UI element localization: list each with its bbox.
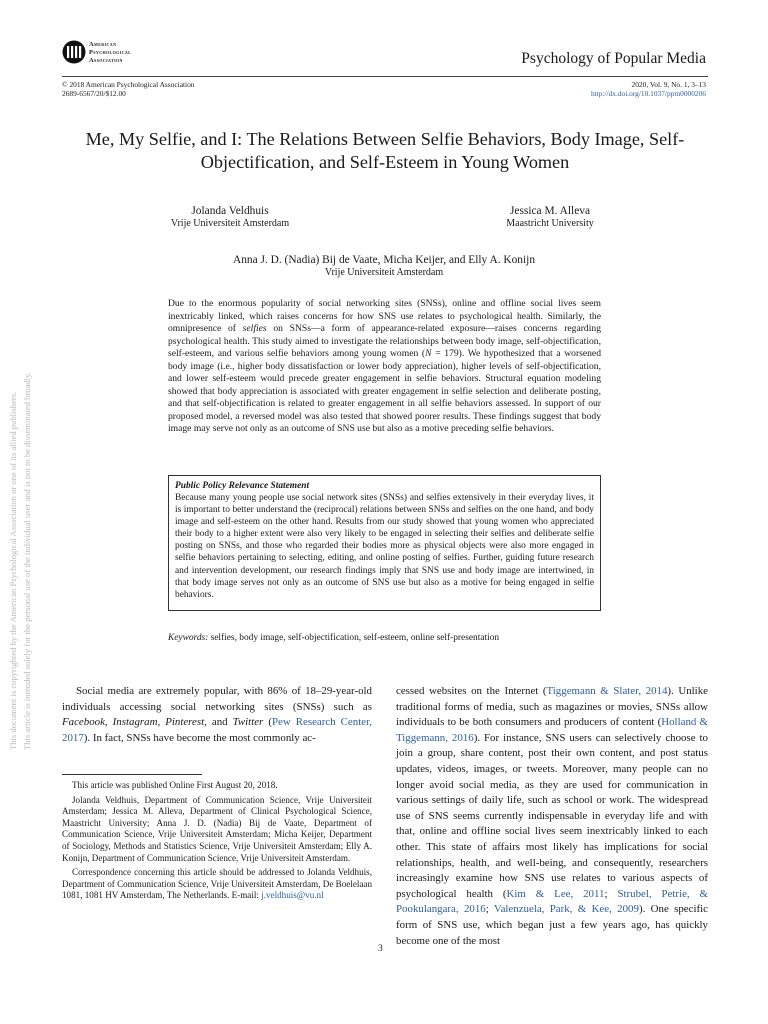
body-text: ; xyxy=(604,887,618,900)
article-title: Me, My Selfie, and I: The Relations Between Selfie Behaviors, Body Image, Self-Objectification, and Self-Esteem in Young Women xyxy=(85,129,685,172)
author-affiliation: Vrije Universiteit Amsterdam xyxy=(170,218,290,229)
abstract-emphasis: selfies xyxy=(242,323,267,334)
doi-link[interactable]: http://dx.doi.org/10.1037/ppm0000206 xyxy=(590,89,706,98)
apa-logo-text xyxy=(89,41,131,66)
body-text: cessed websites on the Internet ( xyxy=(396,685,547,697)
body-text: ( xyxy=(263,716,272,729)
body-right-column xyxy=(396,684,708,949)
author-block-3 xyxy=(150,254,618,279)
author-name: Jolanda Veldhuis xyxy=(191,205,269,217)
side-note-line-2: This article is intended solely for the personal use of the individual user and is not to be disseminated broadly. xyxy=(22,372,32,750)
author-names: Anna J. D. (Nadia) Bij de Vaate, Micha Keijer, and Elly A. Konijn xyxy=(232,254,536,266)
citation-link[interactable]: Pew Research Center, 2017 xyxy=(62,716,372,744)
author-block-2 xyxy=(470,205,630,230)
page-number: 3 xyxy=(378,943,383,954)
publication-info xyxy=(62,80,194,98)
citation-link[interactable]: Holland & Tiggemann, 2016 xyxy=(396,716,709,744)
abstract-text: = 179). We hypothesized that a worsened body image (i.e., higher body dissatisfaction or lower body appreciation), higher levels of self-objectification, and lower self-esteem would precede greater engagement in selfie behaviors. Structural equation modeling showed that body appreciation is associated with greater engagement in selfie selection and deliberate posting, and that self-objectification is related to greater engagement in all selfie behaviors assessed. In support of our proposed model, a reversed model was also tested that showed poorer results. These findings suggest that body image may serve not only as an outcome of SNS use but also as a motive preceding selfie behaviors. xyxy=(168,348,601,434)
body-text: and xyxy=(206,716,233,729)
footnote-rule xyxy=(62,774,202,775)
author-block-1 xyxy=(150,205,310,230)
body-text: ). Unlike traditional forms of media, such as magazines or movies, SNSs allow individuals to be both consumers and producers of content ( xyxy=(396,685,708,729)
abstract-text: Due to the enormous popularity of social networking sites (SNSs), online and offline social lives seem inextricably linked, which raises concerns for how SNS use relates to psychological health. Similarly, the omnipresence of xyxy=(168,298,601,334)
footnote-publication: This article was published Online First August 20, 2018. xyxy=(72,780,278,790)
public-policy-box xyxy=(168,475,601,611)
body-emphasis: Twitter xyxy=(232,716,264,729)
apa-emblem-icon xyxy=(62,40,86,64)
body-text: ). In fact, SNSs have become the most commonly ac- xyxy=(83,731,316,744)
footnotes xyxy=(62,780,372,905)
email-link[interactable]: j.veldhuis@vu.nl xyxy=(261,890,324,901)
citation-info xyxy=(591,80,706,98)
issn-line: 2689-6567/20/$12.00 xyxy=(62,89,126,98)
policy-heading: Public Policy Relevance Statement xyxy=(175,481,310,491)
citation-link[interactable]: Strubel, Petrie, & Pookulangara, 2016 xyxy=(396,887,709,916)
side-copyright-notice xyxy=(0,0,40,1024)
logo-line-2: Psychological xyxy=(89,49,132,57)
journal-name: Psychology of Popular Media xyxy=(521,50,706,67)
body-text: ; xyxy=(485,903,494,916)
citation-link[interactable]: Valenzuela, Park, & Kee, 2009 xyxy=(493,903,639,916)
footnote-correspondence xyxy=(62,867,372,902)
citation-link[interactable]: Kim & Lee, 2011 xyxy=(506,887,605,900)
abstract-text: on SNSs—a form of appearance-related exposure—raises concerns regarding psychological health. This study aimed to investigate the relationships between body image, self-objectification, self-esteem, and various selfie behaviors among young women ( xyxy=(168,323,601,359)
header-rule xyxy=(62,76,708,77)
keywords-text: selfies, body image, self-objectification, self-esteem, online self-presentation xyxy=(208,633,500,643)
sample-size-variable: N xyxy=(425,348,432,359)
citation-link[interactable]: Tiggemann & Slater, 2014 xyxy=(546,685,668,697)
body-text: ). For instance, SNS users can selectively choose to join a group, share content, post their own content, and post status updates, videos, images, or tweets. Moreover, many people can no longer avoid social media, as they are used for communication in various settings of daily life, such as school or work. The widespread use of SNS seems currently indispensable in everyday life and with that, online and offline social lives seem inextricably linked to each other. This state of affairs most likely has implications for social relationships, health, and well-being, and consequently, researchers increasingly examine how SNS use relates to various aspects of psychological health ( xyxy=(396,731,708,900)
copyright-line: © 2018 American Psychological Association xyxy=(62,80,195,89)
abstract xyxy=(168,298,601,436)
footnote-affiliations: Jolanda Veldhuis, Department of Communication Science, Vrije Universiteit Amsterdam; Jessica M. Alleva, Department of Clinical Psychological Science, Maastricht University; Anna J. D. (Nadia) Bij de Vaate, Department of Communication Science, Vrije Universiteit Amsterdam; Micha Keijer, Department of Sociology, Methods and Statistics Science, Vrije Universiteit Amsterdam; Elly A. Konijn, Department of Communication Science, Vrije Universiteit Amsterdam. xyxy=(62,794,372,863)
apa-logo xyxy=(62,40,152,70)
policy-body: Because many young people use social network sites (SNSs) and selfies extensively in their everyday lives, it is important to better understand the (reciprocal) relations between SNSs and selfies on the one hand, and body image and self-esteem on the other hand. Results from our study showed that young women who appreciated their body to a higher extent were also very likely to be engaged in selecting their selfies and deliberate selfie posting on SNSs, and those who regarded their bodies more as physical objects were also more engaged in selfie behaviors pertaining to selecting, editing, and online posting of selfies. Further, guiding future research and intervention development, our research findings imply that SNS use and body image are intertwined, in that body image serves not only as an outcome of SNS use but also as a motive for being engaged in selfie behaviors. xyxy=(175,493,594,600)
logo-line-3: Association xyxy=(89,57,123,65)
volume-line: 2020, Vol. 9, No. 1, 3–13 xyxy=(631,80,706,89)
logo-line-1: American xyxy=(89,41,117,48)
keywords-label: Keywords: xyxy=(168,633,209,643)
body-text: Social media are extremely popular, with 86% of 18–29-year-old individuals accessing social networking sites (SNSs) such as xyxy=(62,685,372,713)
side-note-line-1: This document is copyrighted by the American Psychological Association or one of its allied publishers. xyxy=(8,391,18,750)
correspondence-text: Correspondence concerning this article should be addressed to Jolanda Veldhuis, Department of Communication Science, Vrije Universiteit Amsterdam, De Boelelaan 1081, 1081 HV Amsterdam, The Netherlands. E-mail: xyxy=(62,867,372,901)
body-text: ). One specific form of SNS use, which began just a few years ago, has quickly become one of the most xyxy=(396,903,708,947)
keywords xyxy=(168,632,499,644)
body-left-column xyxy=(62,684,372,746)
author-affiliation: Vrije Universiteit Amsterdam xyxy=(324,267,444,278)
author-name: Jessica M. Alleva xyxy=(509,205,591,217)
body-emphasis: Facebook, Instagram, Pinterest, xyxy=(62,716,207,729)
author-affiliation: Maastricht University xyxy=(506,218,594,229)
